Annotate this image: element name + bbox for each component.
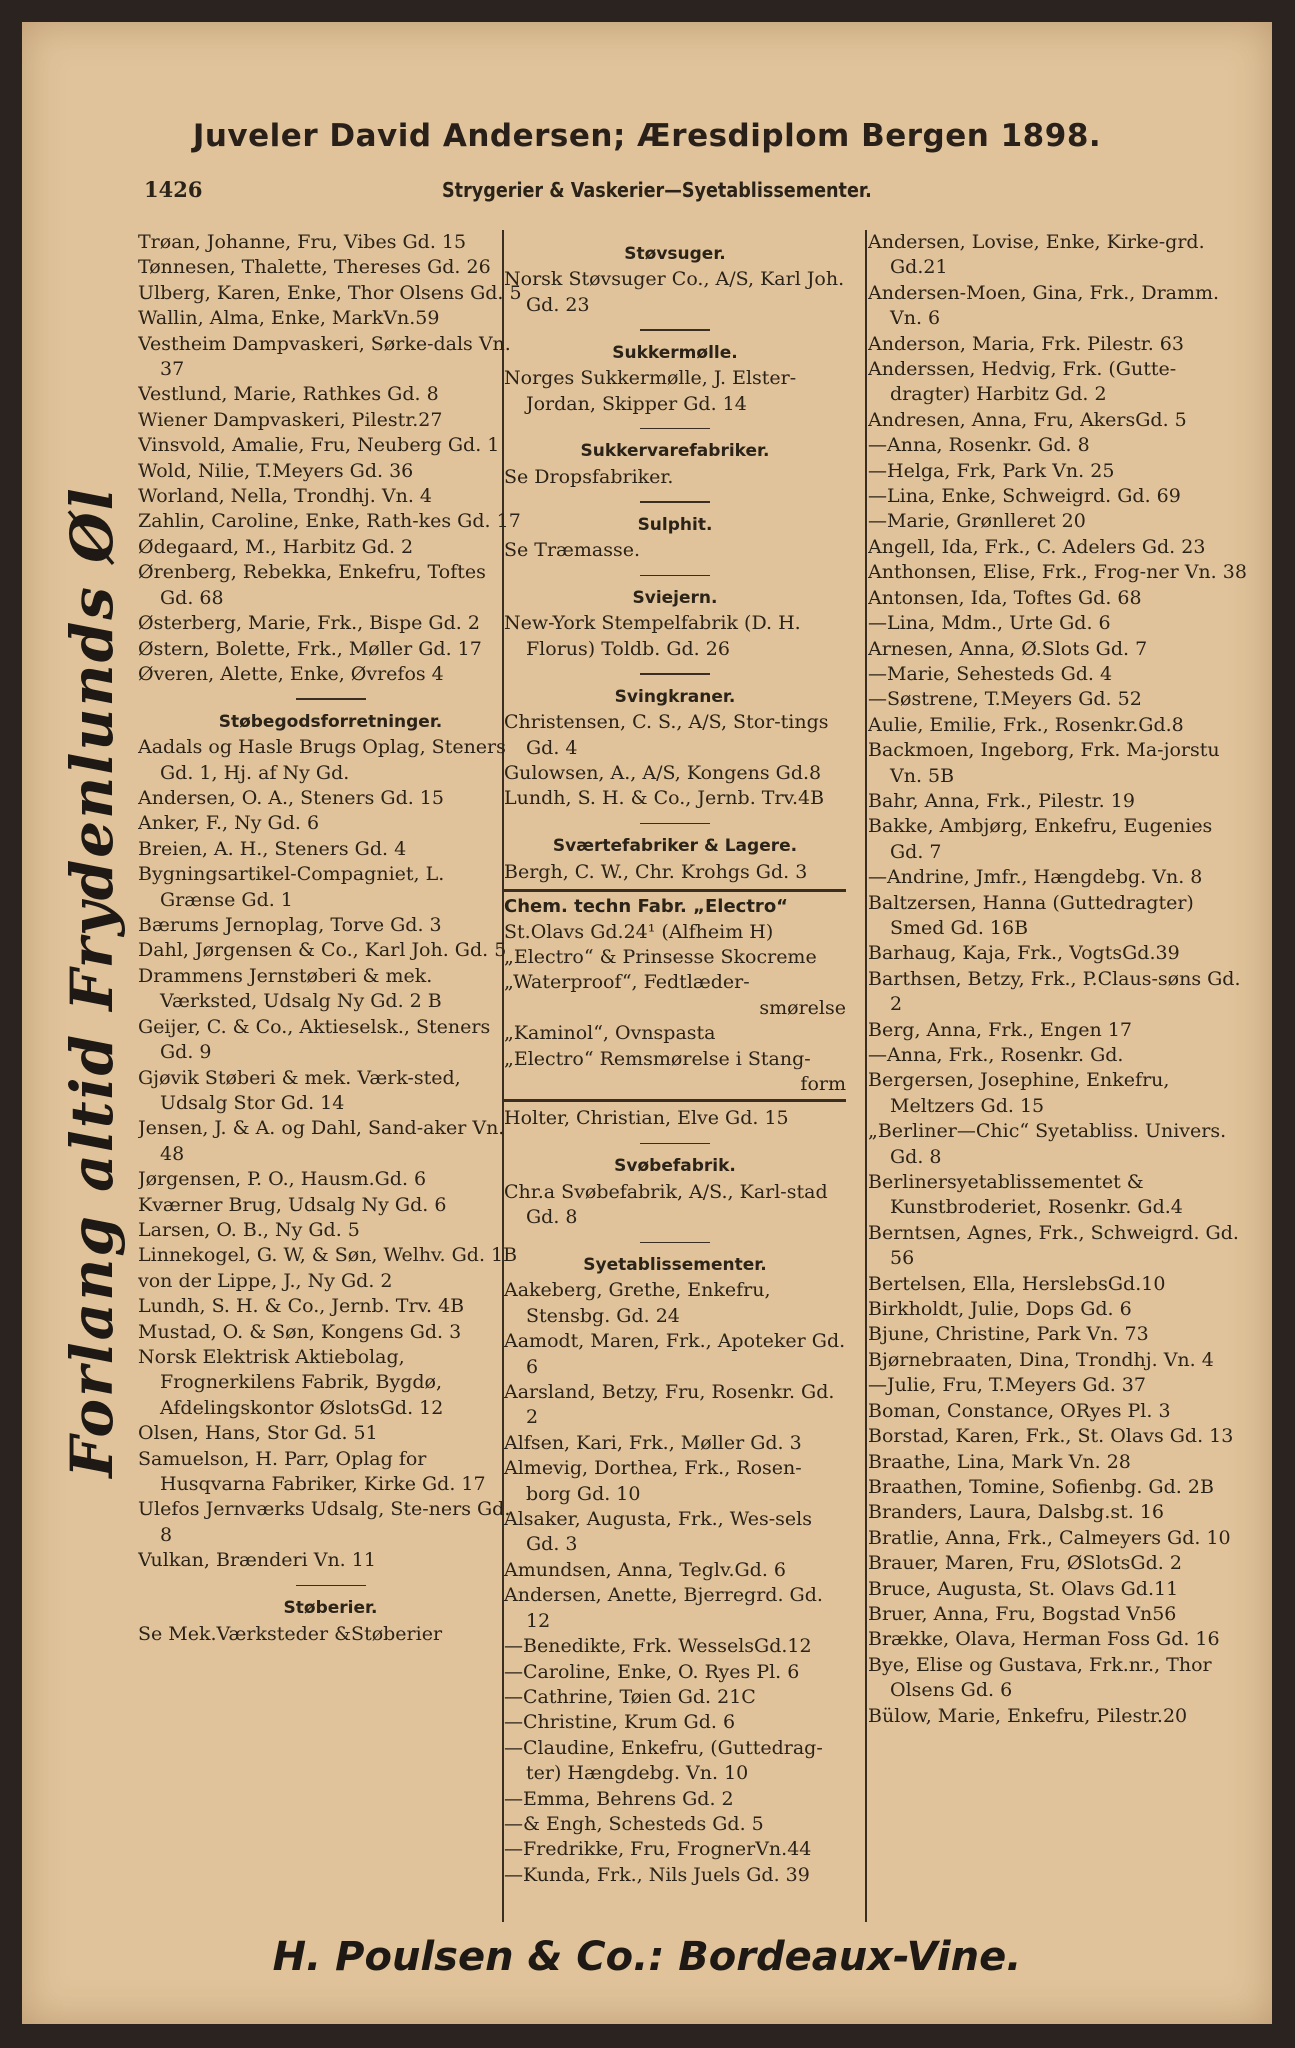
directory-entry: —& Engh, Schesteds Gd. 5 <box>504 1812 764 1835</box>
directory-entry: Linnekogel, G. W, & Søn, Welhv. Gd. 1B <box>138 1244 518 1267</box>
directory-entry: Bakke, Ambjørg, Enkefru, Eugenies Gd. 7 <box>868 815 1213 863</box>
directory-entry: Jensen, J. & A. og Dahl, Sand-aker Vn. 48 <box>138 1117 505 1165</box>
directory-entry: Arnesen, Anna, Ø.Slots Gd. 7 <box>868 637 1148 660</box>
directory-entry: Holter, Christian, Elve Gd. 15 <box>504 1107 789 1130</box>
directory-entry: New-York Stempelfabrik (D. H. Florus) Toldb. Gd. 26 <box>504 612 801 660</box>
directory-entry: von der Lippe, J., Ny Gd. 2 <box>138 1269 393 1292</box>
directory-entry: Ørenberg, Rebekka, Enkefru, Toftes Gd. 68 <box>138 561 486 609</box>
directory-entry: Bærums Jernoplag, Torve Gd. 3 <box>138 914 442 937</box>
category-heading: Sukkervarefabriker. <box>580 441 770 462</box>
section-divider <box>640 673 710 675</box>
directory-entry: Kværner Brug, Udsalg Ny Gd. 6 <box>138 1193 447 1216</box>
advert-line: „Electro“ & Prinsesse Skocreme <box>504 945 817 968</box>
advert-line: „Kaminol“, Ovnspasta <box>504 1022 716 1045</box>
directory-entry: „Berliner—Chic“ Syetabliss. Univers. Gd. 8 <box>868 1120 1227 1168</box>
directory-entry: Anderson, Maria, Frk. Pilestr. 63 <box>868 332 1184 355</box>
directory-entry: —Julie, Fru, T.Meyers Gd. 37 <box>868 1374 1146 1397</box>
section-divider <box>640 823 710 825</box>
section-divider <box>296 1585 366 1587</box>
directory-entry: Antonsen, Ida, Toftes Gd. 68 <box>868 586 1142 609</box>
directory-entry: Vestheim Dampvaskeri, Sørke-dals Vn. 37 <box>138 332 511 381</box>
directory-entry: Branders, Laura, Dalsbg.st. 16 <box>868 1501 1164 1524</box>
category-heading: Svingkraner. <box>614 686 736 707</box>
directory-entry: Barthsen, Betzy, Frk., P.Claus-søns Gd. 2 <box>868 967 1241 1016</box>
directory-entry: Norsk Støvsuger Co., A/S, Karl Joh. Gd. 23 <box>504 268 845 316</box>
section-divider <box>640 329 710 331</box>
directory-entry: Olsen, Hans, Stor Gd. 51 <box>138 1422 378 1445</box>
directory-entry: Jørgensen, P. O., Hausm.Gd. 6 <box>138 1168 427 1191</box>
directory-entry: Drammens Jernstøberi & mek. Værksted, Udsalg Ny Gd. 2 B <box>138 964 442 1013</box>
directory-entry: Ulefos Jernværks Udsalg, Ste-ners Gd. 8 <box>138 1498 511 1546</box>
directory-entry: Andersen, Anette, Bjerregrd. Gd. 12 <box>504 1584 823 1632</box>
column-rule-2 <box>865 230 867 1922</box>
directory-entry: Norsk Elektrisk Aktiebolag, Frognerkilens Fabrik, Bygdø, Afdelingskontor ØslotsGd. 12 <box>138 1345 444 1419</box>
category-heading: Støbegodsforretninger. <box>218 711 443 732</box>
directory-entry: Bye, Elise og Gustava, Frk.nr., Thor Olsens Gd. 6 <box>868 1653 1212 1702</box>
directory-entry: Trøan, Johanne, Fru, Vibes Gd. 15 <box>138 231 467 253</box>
directory-entry: Gulowsen, A., A/S, Kongens Gd.8 <box>504 762 822 784</box>
directory-entry: Dahl, Jørgensen & Co., Karl Joh. Gd. 5 <box>138 939 507 962</box>
directory-entry: Andresen, Anna, Fru, AkersGd. 5 <box>868 408 1187 431</box>
directory-entry: —Andrine, Jmfr., Hængdebg. Vn. 8 <box>868 866 1203 889</box>
directory-entry: Wallin, Alma, Enke, MarkVn.59 <box>138 307 440 330</box>
directory-entry: Brække, Olava, Herman Foss Gd. 16 <box>868 1628 1220 1651</box>
directory-entry: Aulie, Emilie, Frk., Rosenkr.Gd.8 <box>868 713 1184 736</box>
directory-entry: Ulberg, Karen, Enke, Thor Olsens Gd. 5 <box>138 281 522 304</box>
directory-entry: —Benedikte, Frk. WesselsGd.12 <box>504 1635 812 1658</box>
directory-entry: Anthonsen, Elise, Frk., Frog-ner Vn. 38 <box>868 561 1247 584</box>
category-heading: Sulphit. <box>637 514 713 535</box>
directory-entry: Larsen, O. B., Ny Gd. 5 <box>138 1218 360 1241</box>
directory-entry: —Claudine, Enkefru, (Guttedrag-ter) Hængdebg. Vn. 10 <box>504 1736 823 1785</box>
directory-entry: Birkholdt, Julie, Dops Gd. 6 <box>868 1298 1132 1321</box>
directory-entry: Almevig, Dorthea, Frk., Rosen-borg Gd. 10 <box>504 1457 802 1505</box>
directory-entry: Aadals og Hasle Brugs Oplag, Steners Gd. 1, Hj. af Ny Gd. <box>138 736 506 784</box>
directory-entry: Se Dropsfabriker. <box>504 465 674 488</box>
section-divider <box>640 501 710 503</box>
advert-line: „Waterproof“, Fedtlæder- <box>504 971 750 994</box>
directory-entry: —Marie, Sehesteds Gd. 4 <box>868 662 1113 685</box>
section-divider <box>640 1143 710 1145</box>
directory-entry: Borstad, Karen, Frk., St. Olavs Gd. 13 <box>868 1425 1234 1448</box>
directory-entry: Andersen, O. A., Steners Gd. 15 <box>138 787 444 810</box>
directory-entry: Alsaker, Augusta, Frk., Wes-sels Gd. 3 <box>504 1508 812 1556</box>
directory-entry: Bruce, Augusta, St. Olavs Gd.11 <box>868 1577 1179 1600</box>
section-divider <box>640 575 710 577</box>
section-divider <box>640 428 710 430</box>
directory-entry: Andersen, Lovise, Enke, Kirke-grd. Gd.21 <box>868 231 1205 279</box>
directory-entry: Anker, F., Ny Gd. 6 <box>138 812 320 835</box>
directory-entry: Ødegaard, M., Harbitz Gd. 2 <box>138 535 414 558</box>
directory-entry: Berlinersyetablissementet & Kunstbroderiet, Rosenkr. Gd.4 <box>868 1171 1183 1219</box>
column-1 <box>138 230 523 1647</box>
section-title: Strygerier & Vaskerier—Syetablissementer. <box>442 178 872 202</box>
directory-entry: —Anna, Frk., Rosenkr. Gd. <box>868 1044 1124 1066</box>
directory-entry: —Caroline, Enke, O. Ryes Pl. 6 <box>504 1660 800 1683</box>
directory-entry: Østern, Bolette, Frk., Møller Gd. 17 <box>138 637 482 660</box>
directory-entry: Angell, Ida, Frk., C. Adelers Gd. 23 <box>868 535 1206 558</box>
directory-page <box>22 22 1272 2024</box>
directory-entry: Amundsen, Anna, Teglv.Gd. 6 <box>504 1558 786 1581</box>
category-heading: Støvsuger. <box>624 244 726 264</box>
directory-entry: —Emma, Behrens Gd. 2 <box>504 1787 734 1810</box>
section-divider <box>296 698 366 700</box>
directory-entry: Wiener Dampvaskeri, Pilestr.27 <box>138 408 443 431</box>
category-heading: Sværtefabriker & Lagere. <box>552 836 798 857</box>
directory-entry: Bruer, Anna, Fru, Bogstad Vn56 <box>868 1602 1177 1625</box>
advert-line: smørelse <box>759 996 846 1019</box>
directory-entry: Berg, Anna, Frk., Engen 17 <box>868 1018 1132 1041</box>
directory-entry: —Søstrene, T.Meyers Gd. 52 <box>868 688 1142 711</box>
category-heading: Sviejern. <box>632 588 718 609</box>
directory-entry: Samuelson, H. Parr, Oplag for Husqvarna Fabriker, Kirke Gd. 17 <box>138 1447 486 1495</box>
directory-entry: Bygningsartikel-Compagniet, L. Grænse Gd. 1 <box>138 863 445 911</box>
directory-entry: Se Mek.Værksteder &Støberier <box>138 1622 443 1645</box>
directory-entry: Aakeberg, Grethe, Enkefru, Stensbg. Gd. 24 <box>504 1279 771 1327</box>
header-advertisement: Juveler David Andersen; Æresdiplom Bergen 1898. <box>192 118 1102 154</box>
directory-entry: Wold, Nilie, T.Meyers Gd. 36 <box>138 459 414 482</box>
directory-entry: Bjune, Christine, Park Vn. 73 <box>868 1323 1149 1346</box>
directory-entry: Vestlund, Marie, Rathkes Gd. 8 <box>138 383 439 406</box>
directory-entry: Alfsen, Kari, Frk., Møller Gd. 3 <box>504 1431 802 1454</box>
directory-entry: —Fredrikke, Fru, FrognerVn.44 <box>504 1838 812 1861</box>
directory-entry: —Lina, Enke, Schweigrd. Gd. 69 <box>868 485 1181 508</box>
directory-entry: —Anna, Rosenkr. Gd. 8 <box>868 434 1090 457</box>
footer-advertisement: H. Poulsen & Co.: Bordeaux-Vine. <box>272 1934 1022 1980</box>
directory-entry: —Christine, Krum Gd. 6 <box>504 1711 736 1734</box>
directory-entry: Tønnesen, Thalette, Thereses Gd. 26 <box>138 256 491 279</box>
column-3 <box>868 230 1250 1729</box>
directory-entry: Braathe, Lina, Mark Vn. 28 <box>868 1450 1131 1473</box>
directory-entry: Østerberg, Marie, Frk., Bispe Gd. 2 <box>138 612 480 635</box>
directory-entry: Backmoen, Ingeborg, Frk. Ma-jorstu Vn. 5B <box>868 739 1220 787</box>
category-heading: Svøbefabrik. <box>614 1156 736 1177</box>
directory-entry: —Cathrine, Tøien Gd. 21C <box>504 1685 756 1708</box>
directory-entry: Norges Sukkermølle, J. Elster-Jordan, Skipper Gd. 14 <box>504 367 797 415</box>
advert-line: „Electro“ Remsmørelse i Stang- <box>504 1047 811 1070</box>
directory-entry: Bergersen, Josephine, Enkefru, Meltzers Gd. 15 <box>868 1069 1170 1117</box>
advert-title: Chem. techn Fabr. „Electro“ <box>504 896 789 918</box>
directory-entry: Lundh, S. H. & Co., Jernb. Trv.4B <box>504 787 825 810</box>
directory-entry: Bülow, Marie, Enkefru, Pilestr.20 <box>868 1704 1188 1727</box>
section-divider <box>640 1242 710 1244</box>
directory-entry: Barhaug, Kaja, Frk., VogtsGd.39 <box>868 942 1180 965</box>
directory-entry: Bahr, Anna, Frk., Pilestr. 19 <box>868 789 1135 812</box>
directory-entry: Christensen, C. S., A/S, Stor-tings Gd. 4 <box>504 711 829 759</box>
directory-entry: Bjørnebraaten, Dina, Trondhj. Vn. 4 <box>868 1348 1214 1371</box>
directory-entry: —Marie, Grønlleret 20 <box>868 510 1086 533</box>
directory-entry: Brauer, Maren, Fru, ØSlotsGd. 2 <box>868 1552 1182 1575</box>
directory-entry: Braathen, Tomine, Sofienbg. Gd. 2B <box>868 1475 1214 1498</box>
directory-entry: Boman, Constance, ORyes Pl. 3 <box>868 1399 1171 1422</box>
directory-entry: Baltzersen, Hanna (Guttedragter) Smed Gd. 16B <box>868 891 1194 939</box>
category-heading: Støberier. <box>283 1598 378 1619</box>
directory-entry: Zahlin, Caroline, Enke, Rath-kes Gd. 17 <box>138 510 521 533</box>
directory-entry: Aamodt, Maren, Frk., Apoteker Gd. 6 <box>504 1330 846 1378</box>
directory-entry: Vinsvold, Amalie, Fru, Neuberg Gd. 1 <box>138 434 500 457</box>
directory-entry: —Kunda, Frk., Nils Juels Gd. 39 <box>504 1863 810 1886</box>
directory-entry: Worland, Nella, Trondhj. Vn. 4 <box>138 485 432 508</box>
directory-entry: Bratlie, Anna, Frk., Calmeyers Gd. 10 <box>868 1526 1231 1549</box>
category-heading: Sukkermølle. <box>612 342 738 363</box>
page-number: 1426 <box>144 177 203 202</box>
directory-entry: Mustad, O. & Søn, Kongens Gd. 3 <box>138 1320 462 1343</box>
directory-entry: Andersen-Moen, Gina, Frk., Dramm. Vn. 6 <box>868 281 1220 330</box>
directory-entry: Bertelsen, Ella, HerslebsGd.10 <box>868 1272 1166 1295</box>
directory-entry: Anderssen, Hedvig, Frk. (Gutte-dragter) Harbitz Gd. 2 <box>868 358 1177 406</box>
side-advertisement: Forlang altid Frydenlunds Øl <box>58 486 126 1478</box>
directory-entry: Se Træmasse. <box>504 539 641 562</box>
directory-entry: Berntsen, Agnes, Frk., Schweigrd. Gd. 56 <box>868 1221 1239 1270</box>
directory-entry: Aarsland, Betzy, Fru, Rosenkr. Gd. 2 <box>504 1381 835 1429</box>
column-2 <box>504 240 846 1888</box>
advert-line: form <box>800 1072 846 1095</box>
electro-advertisement <box>504 889 846 1102</box>
directory-entry: Lundh, S. H. & Co., Jernb. Trv. 4B <box>138 1295 465 1318</box>
directory-entry: —Lina, Mdm., Urte Gd. 6 <box>868 612 1111 635</box>
directory-entry: Bergh, C. W., Chr. Krohgs Gd. 3 <box>504 860 808 883</box>
directory-entry: Breien, A. H., Steners Gd. 4 <box>138 837 407 860</box>
directory-entry: Geijer, C. & Co., Aktieselsk., Steners Gd. 9 <box>138 1015 491 1064</box>
directory-entry: Chr.a Svøbefabrik, A/S., Karl-stad Gd. 8 <box>504 1180 828 1229</box>
directory-entry: —Helga, Frk, Park Vn. 25 <box>868 459 1115 482</box>
advert-line: St.Olavs Gd.24¹ (Alfheim H) <box>504 920 774 943</box>
category-heading: Syetablissementer. <box>583 1255 767 1275</box>
directory-entry: Øveren, Alette, Enke, Øvrefos 4 <box>138 662 444 685</box>
directory-entry: Gjøvik Støberi & mek. Værk-sted, Udsalg Stor Gd. 14 <box>138 1066 461 1114</box>
directory-entry: Vulkan, Brænderi Vn. 11 <box>138 1549 376 1572</box>
